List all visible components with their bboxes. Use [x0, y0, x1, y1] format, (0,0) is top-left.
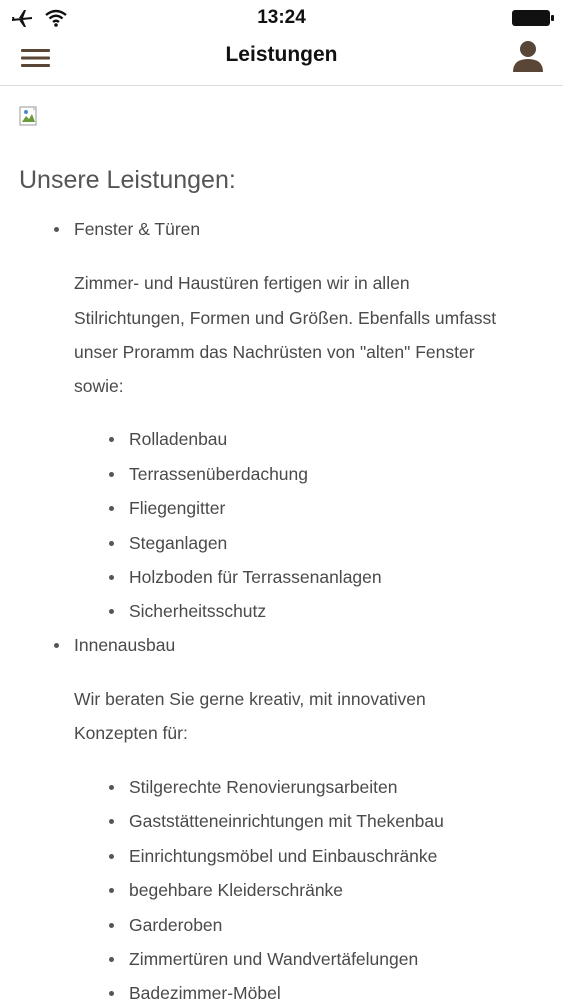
- status-time: 13:24: [257, 7, 306, 28]
- user-icon: [511, 38, 545, 76]
- paragraph-line: unser Proramm das Nachrüsten von "alten" Fenster: [74, 342, 475, 362]
- list-item: Garderoben: [129, 915, 223, 935]
- list-bullet: [54, 643, 59, 648]
- list-bullet: [109, 506, 114, 511]
- list-bullet: [54, 227, 59, 232]
- list-item: Gaststätteneinrichtungen mit Thekenbau: [129, 811, 444, 831]
- list-item: Badezimmer-Möbel: [129, 983, 281, 1000]
- list-bullet: [109, 541, 114, 546]
- list-item: Steganlagen: [129, 533, 228, 553]
- status-right: [511, 9, 555, 32]
- list-bullet: [109, 609, 114, 614]
- list-bullet: [109, 472, 114, 477]
- list-bullet: [109, 819, 114, 824]
- paragraph-line: Wir beraten Sie gerne kreativ, mit innovativen: [74, 689, 426, 709]
- list-item: Holzboden für Terrassenanlagen: [129, 567, 382, 587]
- list-item: Terrassenüberdachung: [129, 464, 309, 484]
- list-bullet: [109, 437, 114, 442]
- battery-icon: [511, 9, 555, 27]
- list-bullet: [109, 991, 114, 996]
- list-bullet: [109, 854, 114, 859]
- list-bullet: [109, 923, 114, 928]
- paragraph-line: sowie:: [74, 376, 124, 396]
- broken-image-icon: [19, 106, 41, 128]
- section-title: Fenster & Türen: [74, 219, 201, 239]
- list-bullet: [109, 575, 114, 580]
- list-item: Einrichtungsmöbel und Einbauschränke: [129, 846, 438, 866]
- list-item: Zimmertüren und Wandvertäfelungen: [129, 949, 419, 969]
- nav-bar: [0, 34, 563, 86]
- list-bullet: [109, 957, 114, 962]
- content-area[interactable]: [0, 86, 563, 1000]
- list-bullet: [109, 785, 114, 790]
- list-item: begehbare Kleiderschränke: [129, 880, 344, 900]
- list-item: Rolladenbau: [129, 429, 228, 449]
- page-title: Leistungen: [225, 43, 338, 66]
- list-item: Sicherheitsschutz: [129, 601, 267, 621]
- section-heading: Unsere Leistungen:: [19, 166, 236, 194]
- list-item: Stilgerechte Renovierungsarbeiten: [129, 777, 398, 797]
- paragraph-line: Stilrichtungen, Formen und Größen. Ebenfalls umfasst: [74, 308, 497, 328]
- paragraph-line: Konzepten für:: [74, 723, 188, 743]
- status-bar: [0, 0, 563, 34]
- paragraph-line: Zimmer- und Haustüren fertigen wir in allen: [74, 273, 410, 293]
- user-button[interactable]: [511, 38, 545, 76]
- list-item: Fliegengitter: [129, 498, 226, 518]
- list-bullet: [109, 888, 114, 893]
- section-title: Innenausbau: [74, 635, 176, 655]
